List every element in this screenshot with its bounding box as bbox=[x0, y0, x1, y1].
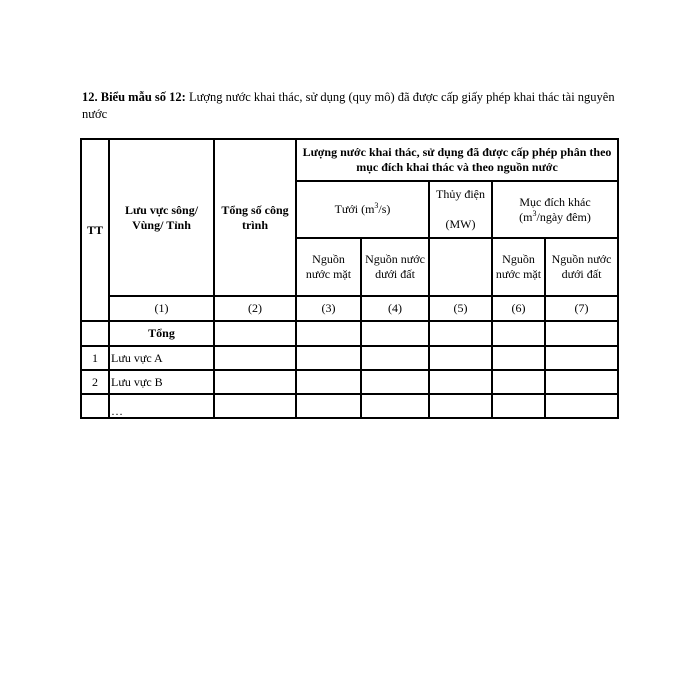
table-row bbox=[81, 394, 618, 418]
header-group-title: Lượng nước khai thác, sử dụng đã được cấp phép phân theo mục đích khai thác và theo nguồn nước bbox=[296, 139, 618, 181]
header-basin: Lưu vực sông/ Vùng/ Tỉnh bbox=[109, 139, 214, 296]
column-number: (3) bbox=[296, 296, 361, 321]
header-tt: TT bbox=[81, 139, 109, 321]
row-name: Lưu vực B bbox=[109, 370, 214, 394]
form-title: Lượng nước khai thác, sử dụng (quy mô) đã được cấp giấy phép khai thác tài nguyên nước bbox=[82, 90, 615, 121]
total-label: Tổng bbox=[109, 321, 214, 346]
row-name: … bbox=[109, 394, 214, 418]
column-number: (1) bbox=[109, 296, 214, 321]
water-use-table bbox=[80, 138, 619, 419]
row-tt bbox=[81, 394, 109, 418]
header-other-purpose: Mục đích khác ($m^3$/ngày đêm) bbox=[492, 181, 618, 238]
header-surface-water-1: Nguồn nước mặt bbox=[296, 238, 361, 296]
column-number: (6) bbox=[492, 296, 545, 321]
row-name: Lưu vực A bbox=[109, 346, 214, 370]
header-ground-water-1: Nguồn nước dưới đất bbox=[361, 238, 429, 296]
column-number: (7) bbox=[545, 296, 618, 321]
header-irrigation: Tưới $(m^3/s)$ bbox=[296, 181, 429, 238]
table-row bbox=[81, 370, 618, 394]
table-row bbox=[81, 346, 618, 370]
header-total-works: Tổng số công trình bbox=[214, 139, 296, 296]
header-hydropower: Thủy điện (MW) bbox=[429, 181, 492, 238]
column-number: (2) bbox=[214, 296, 296, 321]
header-hydropower-sub bbox=[429, 238, 492, 296]
column-number: (5) bbox=[429, 296, 492, 321]
form-heading bbox=[82, 89, 622, 123]
form-number-label: 12. Biểu mẫu số 12: bbox=[82, 90, 186, 104]
row-tt: 2 bbox=[81, 370, 109, 394]
row-tt: 1 bbox=[81, 346, 109, 370]
header-surface-water-2: Nguồn nước mặt bbox=[492, 238, 545, 296]
column-number: (4) bbox=[361, 296, 429, 321]
header-ground-water-2: Nguồn nước dưới đất bbox=[545, 238, 618, 296]
total-row bbox=[81, 321, 618, 346]
